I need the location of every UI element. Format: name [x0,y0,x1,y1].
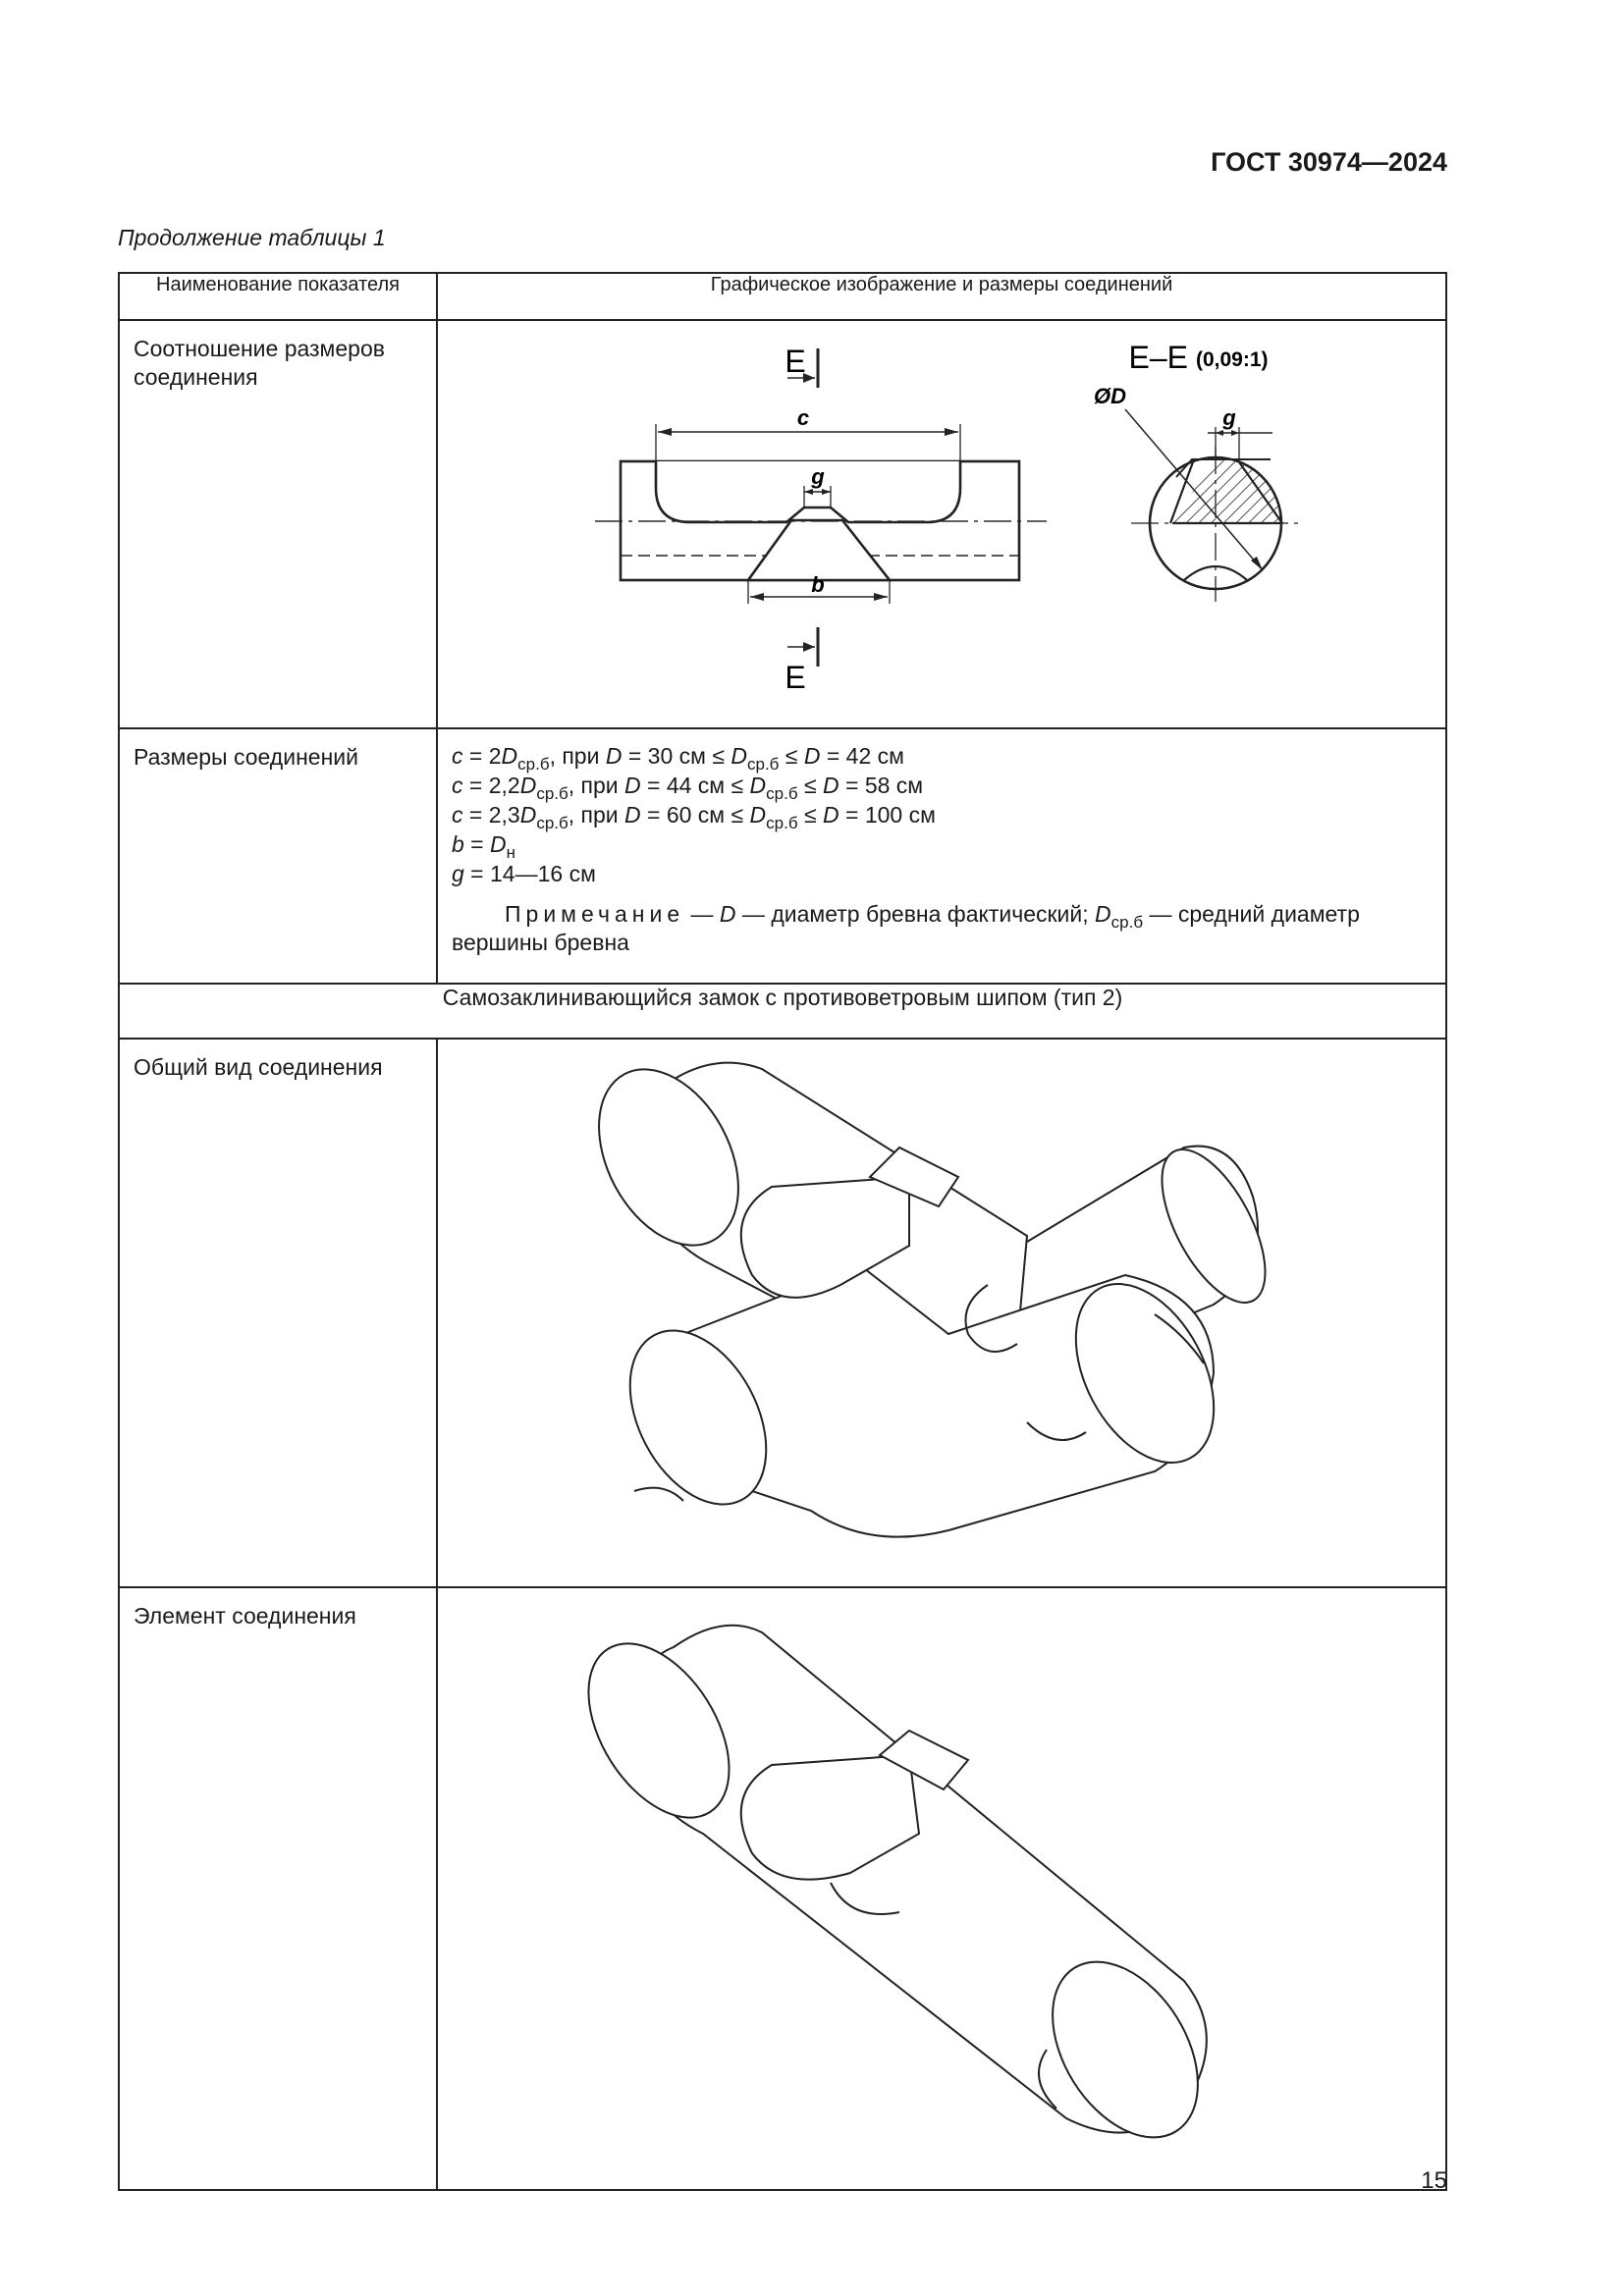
formula-g: g = 14—16 см [452,861,596,886]
dimension-c-label: c [796,405,810,430]
table-continuation-caption: Продолжение таблицы 1 [118,225,386,250]
formula-note: Примечание — D — диаметр бревна фактический; $D_{ср.б}$ — средний диаметр вершины бревна [452,901,1360,955]
element-view-cell [437,1587,1446,2190]
section-dimension-g-label: g [1222,405,1236,430]
general-view-cell [437,1039,1446,1587]
diameter-label: ØD [1094,384,1126,408]
dimension-b-label: b [811,572,825,597]
page-number: 15 [1421,2167,1447,2194]
note-label: Примечание [505,901,685,927]
table-section-row [119,984,1446,1039]
row-label-proportions [119,320,437,728]
joint-general-view-drawing [438,1040,1445,1573]
section-mark-bottom: Е [785,660,806,695]
data-table [118,272,1447,2191]
table-row [119,728,1446,984]
section-heading: Самозаклинивающийся замок с противоветровым шипом (тип 2) [119,984,1446,1039]
section-title: Е–Е [1128,340,1188,375]
formula-line: $c = 2,3D_{ср.б}$, при D = 60 см ≤ $D_{ср.б} \le D = 100$ см [452,802,936,832]
table-header-row [119,273,1446,320]
dimension-g-label: g [811,464,825,489]
formula-b: $b = D_н$ [452,831,516,862]
table-row [119,1039,1446,1587]
row-label-dimensions: Размеры соединений [119,728,437,984]
table-row [119,320,1446,728]
joint-element-drawing [438,1588,1445,2175]
row-label-line: соединения [134,364,258,390]
formula-line: $c = 2D_{ср.б}$, при D = 30 см ≤ $D_{ср.б} \le D = 42$ см [452,743,904,774]
column-header-graphic: Графическое изображение и размеры соединений [437,273,1446,320]
section-mark-top: Е [785,344,806,379]
document-code: ГОСТ 30974—2024 [1211,147,1447,177]
column-header-indicator: Наименование показателя [119,273,437,320]
row-label-general-view: Общий вид соединения [119,1039,437,1587]
formula-line: $c = 2,2D_{ср.б}$, при D = 44 см ≤ $D_{ср.б} \le D = 58$ см [452,773,924,803]
table-row [119,1587,1446,2190]
row-label-element: Элемент соединения [119,1587,437,2190]
spike-outline [748,520,890,580]
proportions-drawing-cell [437,320,1446,728]
dimension-formulas [437,728,1446,984]
section-scale: (0,09:1) [1196,348,1269,371]
row-label-line: Соотношение размеров [134,336,385,361]
joint-proportions-drawing [438,321,1445,714]
